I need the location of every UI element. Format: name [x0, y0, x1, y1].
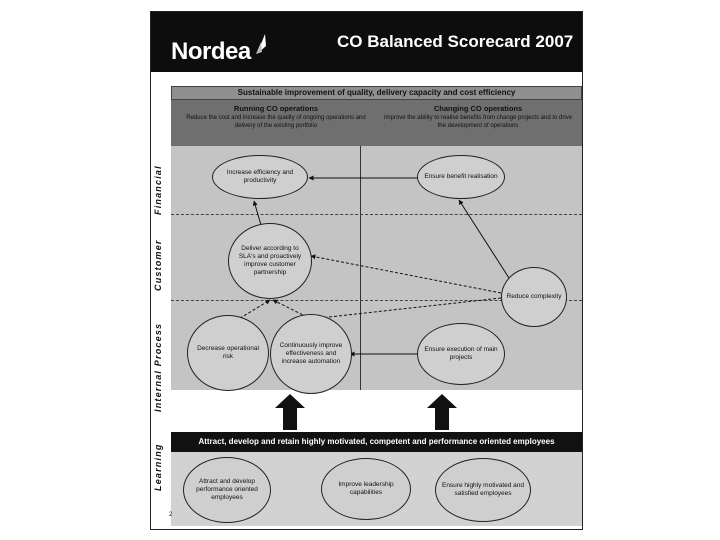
objective-deliver-according-to-sla: Deliver according to SLA's and proactively improve customer partnership [228, 223, 312, 299]
objective-attract-develop: Attract and develop performance oriented employees [183, 457, 271, 523]
nordea-logo: Nordea [171, 38, 251, 65]
objective-improve-leadership: Improve leadership capabilities [321, 458, 411, 520]
theme-changing-title: Changing CO operations [433, 104, 523, 113]
page-title: CO Balanced Scorecard 2007 [337, 32, 574, 51]
theme-running [181, 104, 371, 130]
theme-changing [383, 104, 573, 130]
up-arrow-icon [427, 394, 457, 430]
header-bar [151, 12, 582, 72]
objective-ensure-motivated: Ensure highly motivated and satisfied employees [435, 458, 531, 522]
perspective-label-financial: Financial [153, 165, 163, 215]
strategic-themes [171, 100, 582, 146]
theme-running-title: Running CO operations [233, 104, 319, 113]
perspective-label-customer: Customer [153, 239, 163, 291]
objective-continuously-improve: Continuously improve effectiveness and increase automation [270, 314, 352, 394]
strategy-banner: Sustainable improvement of quality, delivery capacity and cost efficiency [171, 86, 582, 100]
perspective-label-learning: Learning [153, 443, 163, 491]
objective-decrease-operational-risk: Decrease operational risk [187, 315, 269, 391]
theme-divider [360, 146, 361, 390]
scorecard-slide [150, 11, 583, 530]
page-number: 2 [169, 512, 173, 518]
theme-changing-description: Improve the ability to realise benefits from change projects and to drive the development of operations [383, 115, 573, 129]
learning-banner: Attract, develop and retain highly motivated, competent and performance oriented employees [171, 432, 582, 452]
objective-reduce-complexity: Reduce complexity [501, 267, 567, 327]
perspective-label-internal-process: Internal Process [153, 322, 163, 412]
theme-running-description: Reduce the cost and increase the quality of ongoing operations and delivery of the existing portfolio [186, 115, 366, 129]
financial-customer-divider [171, 214, 582, 215]
objective-ensure-benefit: Ensure benefit realisation [417, 155, 505, 199]
sail-logo-icon [255, 32, 267, 56]
objective-increase-efficiency: Increase efficiency and productivity [212, 155, 308, 199]
up-arrow-icon [275, 394, 305, 430]
objective-ensure-execution: Ensure execution of main projects [417, 323, 505, 385]
